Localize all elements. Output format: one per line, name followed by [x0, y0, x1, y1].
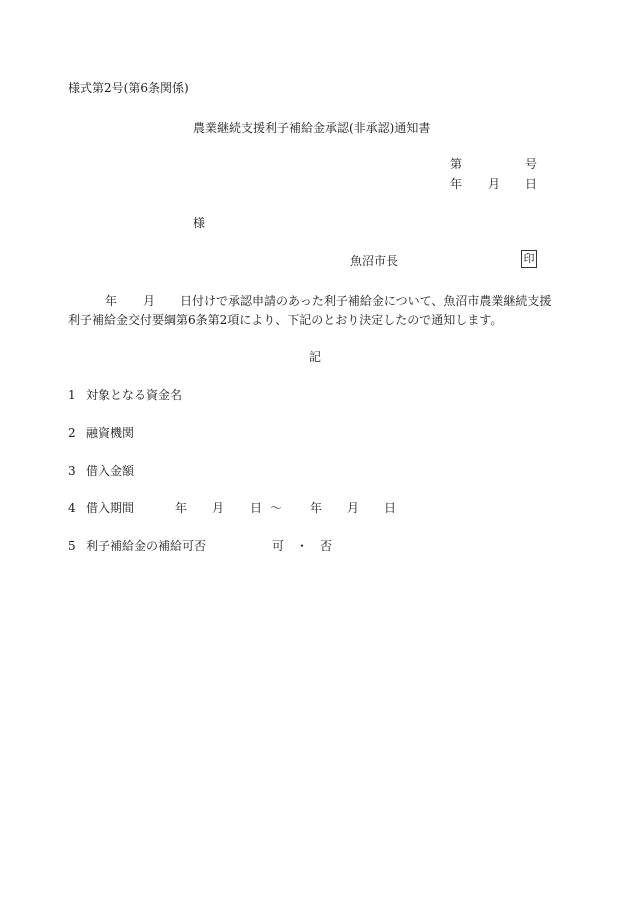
item-3-number: 3	[68, 464, 76, 478]
period-nen-1: 年	[175, 501, 188, 515]
document-title: 農業継続支援利子補給金承認(非承認)通知書	[193, 121, 431, 135]
item-4-label: 借入期間	[86, 501, 135, 515]
doc-number-go: 号	[525, 157, 538, 171]
body-line1-rest: 日付けで承認申請のあった利子補給金について、魚沼市農業継続支援	[180, 294, 552, 308]
period-tsuki-2: 月	[347, 501, 360, 515]
approval-dot: ・	[296, 539, 309, 553]
date-hi: 日	[525, 177, 538, 191]
item-2-label: 融資機関	[86, 426, 135, 440]
approval-hi: 否	[320, 539, 333, 553]
item-3-label: 借入金額	[86, 464, 135, 478]
addressee-sama: 様	[193, 216, 206, 230]
form-number: 様式第2号(第6条関係)	[68, 81, 189, 95]
seal-stamp: 印	[521, 250, 537, 268]
body-line1-nen: 年	[105, 294, 118, 308]
item-5-label: 利子補給金の補給可否	[86, 539, 207, 553]
period-tilde: 〜	[270, 501, 283, 515]
body-line1-tsuki: 月	[143, 294, 156, 308]
period-nen-2: 年	[310, 501, 323, 515]
period-hi-1: 日	[250, 501, 263, 515]
period-tsuki-1: 月	[212, 501, 225, 515]
ki-heading: 記	[309, 350, 322, 364]
item-4-number: 4	[68, 501, 76, 515]
date-tsuki: 月	[488, 177, 501, 191]
period-hi-2: 日	[384, 501, 397, 515]
sender-name: 魚沼市長	[350, 254, 399, 268]
date-nen: 年	[450, 177, 463, 191]
doc-number-dai: 第	[450, 157, 463, 171]
item-2-number: 2	[68, 426, 76, 440]
item-5-number: 5	[68, 539, 76, 553]
item-1-number: 1	[68, 388, 76, 402]
approval-ka: 可	[272, 539, 285, 553]
item-1-label: 対象となる資金名	[86, 388, 183, 402]
body-line2: 利子補給金交付要綱第6条第2項により、下記のとおり決定したので通知します。	[68, 313, 503, 327]
